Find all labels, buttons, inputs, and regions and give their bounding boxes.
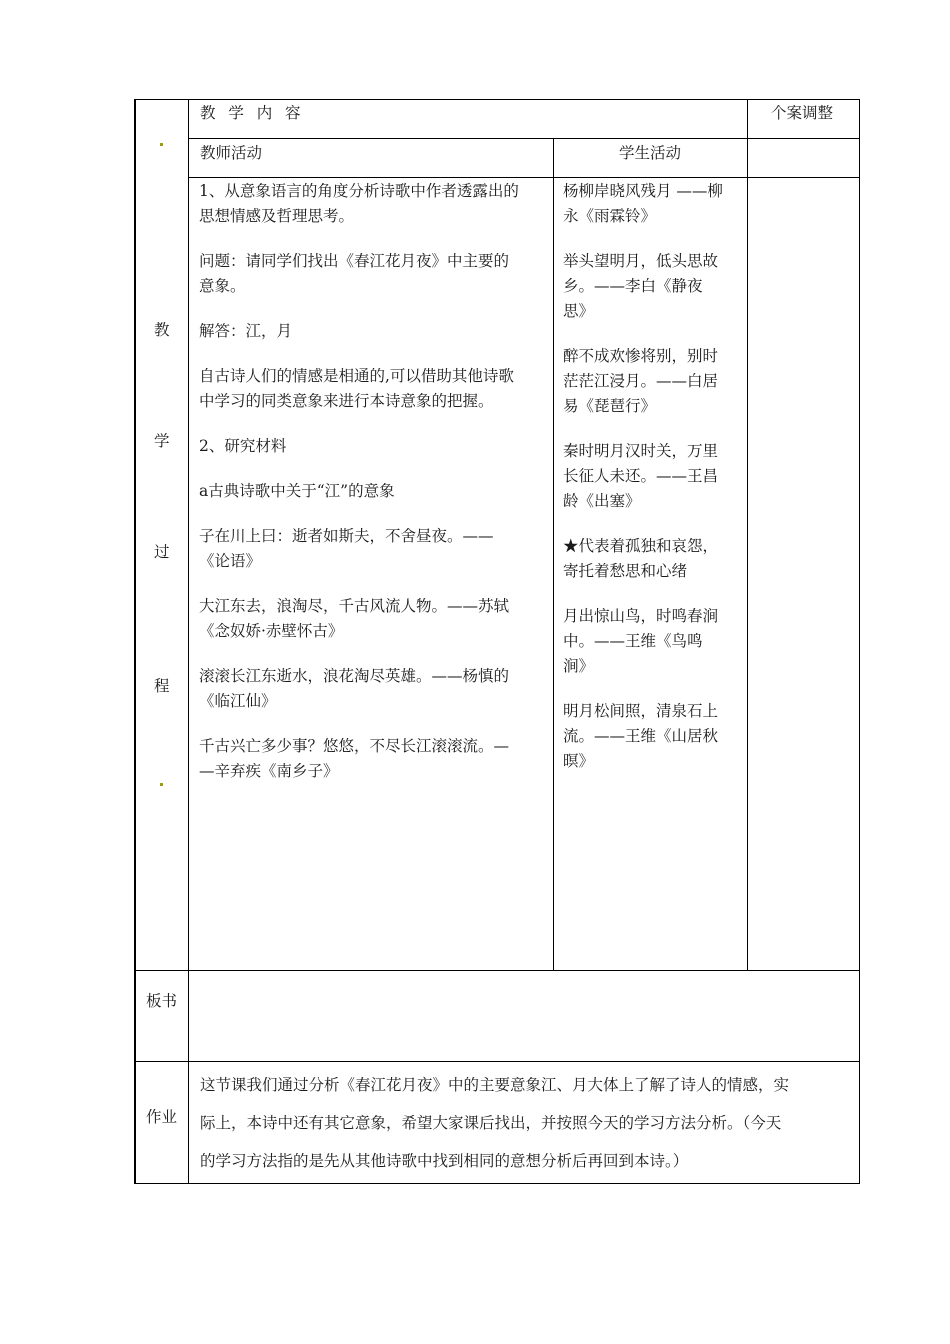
teacher-line: 2、研究材料 xyxy=(199,437,287,455)
content-header: 教 学 内 容 xyxy=(200,104,302,122)
student-activity-content xyxy=(563,179,745,794)
teacher-activity-content xyxy=(199,179,549,804)
divider-subheader-row xyxy=(188,177,860,178)
teacher-paragraph xyxy=(199,249,549,299)
decorative-dot xyxy=(160,143,163,146)
homework-label: 作业 xyxy=(146,1108,178,1126)
teacher-line: 自古诗人们的情感是相通的,可以借助其他诗歌 xyxy=(199,367,514,385)
student-line: 思》 xyxy=(563,302,595,320)
teacher-line: 问题：请同学们找出《春江花月夜》中主要的 xyxy=(199,252,510,270)
teacher-line: —辛弃疾《南乡子》 xyxy=(199,762,339,780)
student-line: ★代表着孤独和哀怨， xyxy=(563,537,719,555)
student-paragraph xyxy=(563,604,745,679)
divider-side-column xyxy=(188,99,189,1184)
divider-header-row xyxy=(188,138,860,139)
teacher-line: 1、从意象语言的角度分析诗歌中作者透露出的 xyxy=(199,182,519,200)
student-line: 乡。——李白《静夜 xyxy=(563,277,703,295)
teacher-paragraph xyxy=(199,524,549,574)
teacher-line: 大江东去，浪淘尽，千古风流人物。——苏轼 xyxy=(199,597,510,615)
teacher-paragraph xyxy=(199,664,549,714)
divider-board-end xyxy=(134,1061,860,1062)
side-char-3: 过 xyxy=(154,543,170,561)
student-paragraph xyxy=(563,699,745,774)
teacher-paragraph xyxy=(199,594,549,644)
student-line: 醉不成欢惨将别，别时 xyxy=(563,347,719,365)
teacher-line: 《论语》 xyxy=(199,552,262,570)
student-line: 永《雨霖铃》 xyxy=(563,207,657,225)
side-char-2: 学 xyxy=(154,432,170,450)
student-line: 易《琵琶行》 xyxy=(563,397,657,415)
student-line: 茫茫江浸月。——白居 xyxy=(563,372,719,390)
teacher-line: 《念奴娇·赤壁怀古》 xyxy=(199,622,344,640)
student-paragraph xyxy=(563,344,745,419)
homework-content xyxy=(200,1066,855,1180)
student-line: 秦时明月汉时关，万里 xyxy=(563,442,719,460)
student-line: 杨柳岸晓风残月 ——柳 xyxy=(563,182,723,200)
table-border-top xyxy=(134,99,860,100)
table-border-bottom xyxy=(134,1183,860,1184)
student-line: 龄《出塞》 xyxy=(563,492,641,510)
teacher-line: 思想情感及哲理思考。 xyxy=(199,207,355,225)
divider-process-end xyxy=(134,970,860,971)
homework-line: 这节课我们通过分析《春江花月夜》中的主要意象江、月大体上了解了诗人的情感，实 xyxy=(200,1076,790,1094)
teacher-line: 中学习的同类意象来进行本诗意象的把握。 xyxy=(199,392,494,410)
student-paragraph xyxy=(563,534,745,584)
student-line: 流。——王维《山居秋 xyxy=(563,727,719,745)
teacher-line: 解答：江，月 xyxy=(199,322,293,340)
teacher-paragraph xyxy=(199,734,549,784)
homework-line: 际上，本诗中还有其它意象，希望大家课后找出，并按照今天的学习方法分析。（今天 xyxy=(200,1114,782,1132)
teacher-paragraph xyxy=(199,319,549,344)
side-char-4: 程 xyxy=(154,677,170,695)
board-label: 板书 xyxy=(146,992,178,1010)
table-border-right xyxy=(859,99,860,1184)
student-line: 涧》 xyxy=(563,657,595,675)
student-paragraph xyxy=(563,249,745,324)
student-line: 举头望明月，低头思故 xyxy=(563,252,719,270)
student-line: 明月松间照，清泉石上 xyxy=(563,702,719,720)
side-char-1: 教 xyxy=(154,321,170,339)
teacher-line: 《临江仙》 xyxy=(199,692,277,710)
student-line: 暝》 xyxy=(563,752,595,770)
student-line: 寄托着愁思和心绪 xyxy=(563,562,688,580)
decorative-dot xyxy=(160,783,163,786)
student-line: 长征人未还。——王昌 xyxy=(563,467,719,485)
student-paragraph xyxy=(563,179,745,229)
student-paragraph xyxy=(563,439,745,514)
teacher-paragraph xyxy=(199,179,549,229)
table-border-left xyxy=(134,99,136,1184)
adjust-header: 个案调整 xyxy=(771,104,834,122)
teacher-paragraph xyxy=(199,364,549,414)
divider-adjust-column xyxy=(747,99,748,971)
divider-teacher-student xyxy=(553,138,554,971)
teacher-paragraph xyxy=(199,434,549,459)
teacher-line: a古典诗歌中关于“江”的意象 xyxy=(199,482,395,500)
student-activity-header: 学生活动 xyxy=(619,144,682,162)
teacher-line: 千古兴亡多少事？悠悠，不尽长江滚滚流。— xyxy=(199,737,510,755)
teacher-line: 意象。 xyxy=(199,277,246,295)
teacher-line: 子在川上曰：逝者如斯夫，不舍昼夜。—— xyxy=(199,527,494,545)
student-line: 中。——王维《鸟鸣 xyxy=(563,632,703,650)
homework-line: 的学习方法指的是先从其他诗歌中找到相同的意想分析后再回到本诗。） xyxy=(200,1152,689,1170)
teacher-activity-header: 教师活动 xyxy=(200,144,263,162)
teacher-line: 滚滚长江东逝水，浪花淘尽英雄。——杨慎的 xyxy=(199,667,510,685)
student-line: 月出惊山鸟，时鸣春涧 xyxy=(563,607,719,625)
teacher-paragraph xyxy=(199,479,549,504)
